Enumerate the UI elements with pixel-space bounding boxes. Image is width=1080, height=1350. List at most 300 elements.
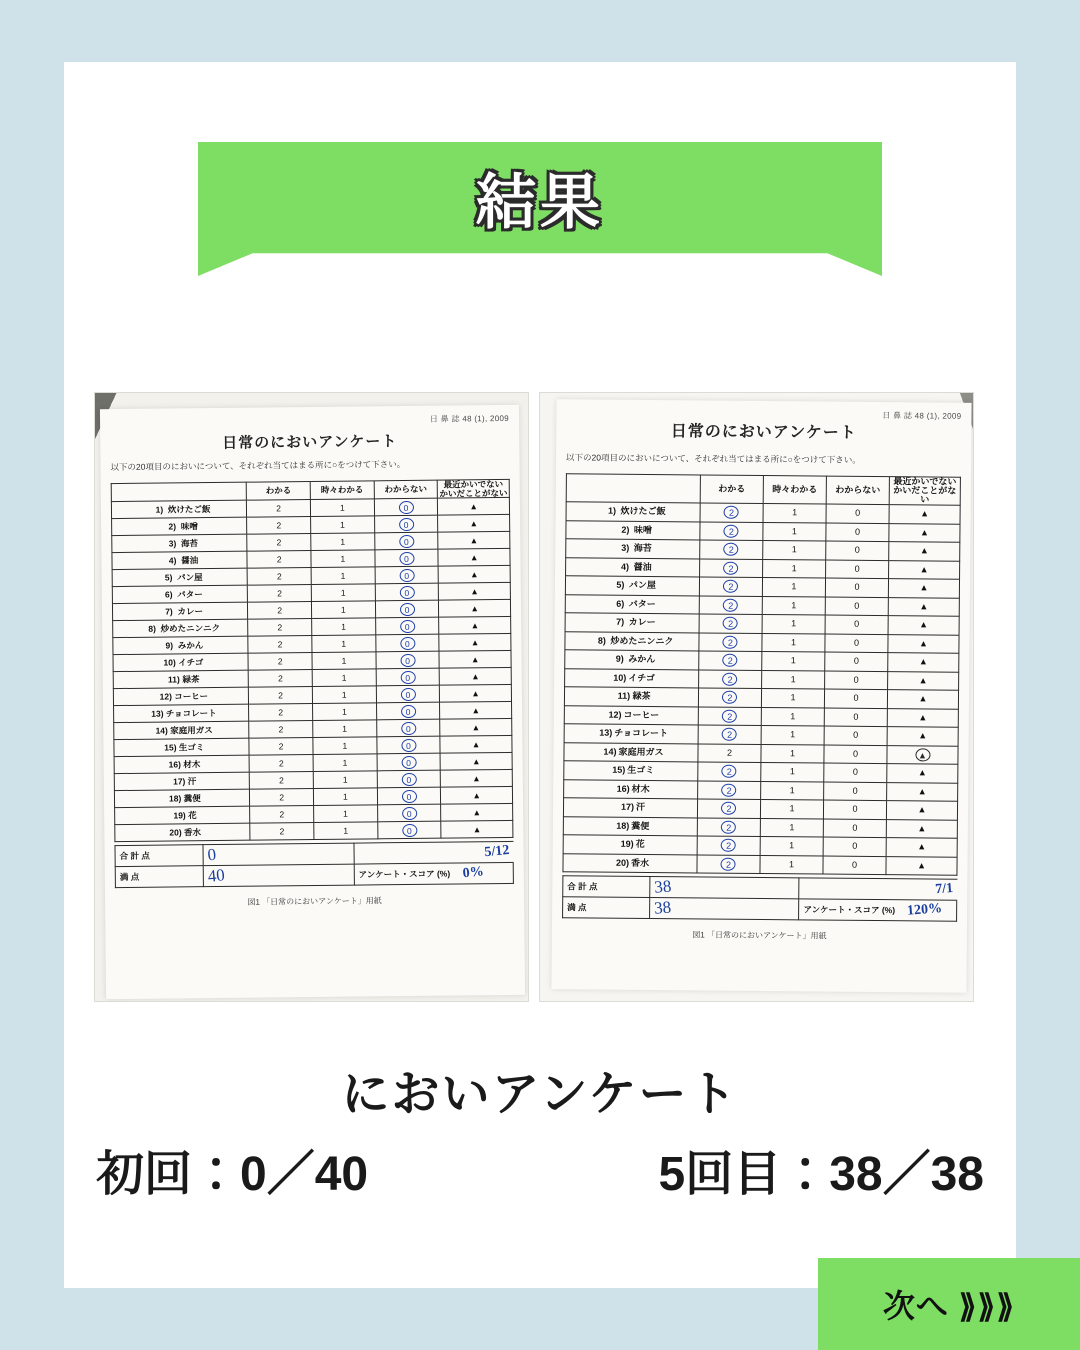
- circled-answer: 2: [723, 654, 738, 667]
- sheet-instruction: 以下の20項目のにおいについて、それぞれ当てはまる所に○をつけて下さい。: [110, 459, 406, 473]
- survey-cell-b: 1: [760, 799, 823, 818]
- survey-cell-a: [699, 595, 762, 614]
- sheet-header-first: [100, 405, 520, 483]
- survey-cell-d: ▲: [887, 782, 958, 801]
- survey-cell-d: ▲: [440, 684, 512, 702]
- survey-cell-d: ▲: [887, 708, 958, 727]
- survey-cell-a: 2: [698, 743, 761, 762]
- survey-cell-c: 0: [824, 745, 887, 764]
- circled-answer: 2: [722, 783, 737, 796]
- score-label-cell: [799, 899, 957, 921]
- survey-photo-pair: [94, 392, 974, 1002]
- circled-answer: 0: [401, 738, 416, 751]
- caption-title: においアンケート: [341, 1068, 739, 1121]
- survey-cell-d: ▲: [439, 650, 511, 668]
- header-tokidoki: 時々わかる: [310, 481, 374, 500]
- survey-cell-a: 2: [247, 568, 311, 586]
- survey-cell-d: ▲: [439, 633, 511, 651]
- figure-caption: 図1 「日常のにおいアンケート」用紙: [247, 896, 382, 907]
- survey-cell-d: ▲: [886, 856, 957, 875]
- survey-table-fifth: [562, 473, 960, 875]
- score-value: 0%: [461, 864, 485, 882]
- survey-item-number: 3): [621, 543, 630, 554]
- circled-answer: 0: [402, 823, 417, 836]
- survey-cell-d: ▲: [439, 667, 511, 685]
- survey-cell-a: 2: [247, 551, 311, 569]
- survey-cell-c: 0: [825, 634, 888, 653]
- banner-title: 結果: [476, 168, 604, 236]
- survey-item-label: 4) 醤油: [566, 557, 700, 577]
- survey-item-number: 13): [599, 727, 613, 738]
- survey-cell-b: 1: [762, 652, 825, 671]
- circled-answer: 2: [723, 580, 738, 593]
- circled-answer: 2: [723, 635, 738, 648]
- survey-cell-a: [700, 540, 763, 559]
- survey-cell-a: 2: [250, 805, 314, 823]
- survey-cell-a: 2: [248, 670, 312, 688]
- survey-sheet-fifth: [551, 399, 971, 993]
- survey-cell-c: 0: [825, 615, 888, 634]
- score-label: アンケート・スコア (%): [358, 868, 451, 880]
- max-row: [563, 897, 957, 921]
- survey-cell-d: ▲: [888, 616, 959, 635]
- circled-answer: 2: [723, 598, 738, 611]
- survey-item-number: 2): [621, 524, 630, 535]
- survey-item-label: 14) 家庭用ガス: [114, 721, 249, 739]
- survey-item-label: 20) 香水: [115, 823, 250, 841]
- survey-item-label: 1) 炊けたご飯: [566, 502, 700, 522]
- header-tokidoki: 時々わかる: [763, 476, 826, 505]
- survey-cell-a: 2: [247, 500, 311, 518]
- survey-item-label: 18) 糞便: [563, 816, 697, 836]
- table-row: [115, 820, 513, 841]
- survey-cell-a: [698, 780, 761, 799]
- survey-cell-d: ▲: [889, 505, 960, 524]
- caption-scores: [96, 1135, 984, 1204]
- survey-item-label: 4) 醤油: [112, 551, 247, 569]
- survey-cell-c: 0: [825, 671, 888, 690]
- circled-answer: 0: [401, 755, 416, 768]
- total-value: 0: [203, 843, 354, 866]
- survey-cell-b: 1: [762, 578, 825, 597]
- survey-item-label: 15) 生ゴミ: [564, 761, 698, 781]
- survey-item-label: 8) 炒めたニンニク: [565, 631, 699, 651]
- survey-cell-c: 0: [826, 523, 889, 542]
- survey-cell-c: [375, 617, 439, 635]
- survey-cell-b: 1: [312, 618, 376, 636]
- survey-cell-d: ▲: [440, 701, 512, 719]
- sheet-instruction: 以下の20項目のにおいについて、それぞれ当てはまる所に○をつけて下さい。: [566, 452, 861, 465]
- circled-answer: 2: [721, 802, 736, 815]
- survey-cell-b: 1: [763, 522, 826, 541]
- survey-cell-d: ▲: [887, 690, 958, 709]
- survey-table-first: [111, 479, 514, 842]
- survey-cell-b: 1: [761, 725, 824, 744]
- circled-answer: 0: [399, 602, 414, 615]
- survey-item-number: 12): [608, 709, 622, 720]
- survey-item-label: 10) イチゴ: [113, 653, 248, 671]
- survey-cell-c: [377, 753, 441, 771]
- survey-cell-d: ▲: [439, 616, 511, 634]
- circled-answer: 0: [401, 789, 416, 802]
- survey-item-number: 8): [148, 623, 156, 634]
- survey-cell-b: 1: [313, 703, 377, 721]
- survey-cell-c: 0: [824, 763, 887, 782]
- survey-item-number: 20): [169, 827, 182, 838]
- survey-item-number: 19): [173, 810, 186, 821]
- survey-item-number: 9): [615, 653, 624, 665]
- survey-cell-b: 1: [314, 805, 378, 823]
- survey-item-label: 6) バター: [112, 585, 247, 603]
- survey-item-label: 20) 香水: [563, 853, 697, 873]
- circled-answer: 2: [724, 506, 739, 519]
- survey-cell-b: 1: [760, 818, 823, 837]
- survey-cell-a: 2: [249, 703, 313, 721]
- survey-item-label: 16) 材木: [564, 779, 698, 799]
- circled-answer: 0: [400, 619, 415, 632]
- survey-cell-c: 0: [823, 856, 886, 875]
- survey-cell-d: ▲: [439, 599, 511, 617]
- survey-cell-c: 0: [825, 597, 888, 616]
- survey-cell-a: 2: [247, 534, 311, 552]
- header-never: [889, 477, 960, 506]
- circled-answer: 2: [723, 672, 738, 685]
- survey-cell-a: 2: [249, 754, 313, 772]
- header-item: [111, 482, 247, 501]
- survey-item-number: 11): [167, 674, 180, 685]
- survey-cell-c: 0: [826, 504, 889, 523]
- survey-cell-d: ▲: [886, 838, 957, 857]
- survey-item-label: 12) コーヒー: [113, 687, 248, 705]
- survey-cell-a: 2: [250, 822, 314, 840]
- survey-cell-a: 2: [249, 737, 313, 755]
- score-label: アンケート・スコア (%): [803, 904, 896, 916]
- survey-cell-c: [376, 668, 440, 686]
- survey-item-number: 14): [603, 746, 617, 757]
- header-never-line1: 最近かいでない: [893, 476, 957, 487]
- survey-cell-c: [375, 634, 439, 652]
- survey-cell-b: 1: [314, 822, 378, 840]
- survey-cell-b: 1: [313, 720, 377, 738]
- survey-cell-b: 1: [312, 669, 376, 687]
- survey-cell-b: 1: [313, 737, 377, 755]
- survey-rows-first: [111, 497, 513, 841]
- survey-item-number: 15): [164, 742, 177, 753]
- photo-fifth-survey: [539, 392, 974, 1002]
- survey-cell-d: [887, 745, 958, 764]
- survey-cell-d: ▲: [441, 803, 513, 821]
- survey-cell-b: 1: [762, 633, 825, 652]
- survey-cell-a: [697, 854, 760, 873]
- survey-item-label: 13) チョコレート: [564, 724, 698, 744]
- score-label-cell: [354, 862, 513, 885]
- survey-cell-c: [377, 821, 441, 839]
- survey-cell-b: 1: [311, 567, 375, 585]
- total-value: 38: [649, 877, 799, 899]
- sheet-header-fifth: [556, 399, 972, 477]
- survey-cell-b: 1: [763, 559, 826, 578]
- survey-cell-b: 1: [761, 689, 824, 708]
- survey-cell-b: 1: [311, 516, 375, 534]
- survey-cell-c: 0: [823, 800, 886, 819]
- circled-answer: 0: [401, 721, 416, 734]
- circled-answer: 0: [400, 653, 415, 666]
- survey-item-number: 19): [620, 839, 634, 850]
- survey-cell-c: [374, 532, 438, 550]
- survey-item-label: 5) パン屋: [112, 568, 247, 586]
- survey-item-label: 16) 材木: [114, 755, 249, 773]
- header-never-line2: かいだことがない: [893, 485, 957, 505]
- survey-cell-b: 1: [312, 652, 376, 670]
- survey-cell-d: ▲: [889, 523, 960, 542]
- survey-cell-b: 1: [313, 771, 377, 789]
- survey-cell-d: ▲: [438, 531, 510, 549]
- header-never-line2: かいだことがない: [439, 487, 508, 499]
- survey-cell-d: ▲: [439, 582, 511, 600]
- header-wakaru: わかる: [700, 475, 763, 504]
- survey-cell-a: 2: [250, 788, 314, 806]
- survey-cell-a: 2: [248, 653, 312, 671]
- survey-cell-c: 0: [824, 689, 887, 708]
- survey-cell-c: 0: [826, 541, 889, 560]
- survey-item-number: 11): [617, 690, 631, 702]
- survey-item-label: 15) 生ゴミ: [114, 738, 249, 756]
- header-never-line1: 最近かいでない: [443, 478, 504, 490]
- survey-cell-b: 1: [762, 596, 825, 615]
- survey-cell-c: 0: [824, 782, 887, 801]
- survey-cell-d: ▲: [438, 548, 510, 566]
- survey-item-label: 11) 緑茶: [564, 687, 698, 707]
- survey-item-number: 18): [168, 793, 182, 804]
- survey-cell-b: 1: [761, 781, 824, 800]
- circled-answer: 2: [724, 561, 739, 574]
- score-note: 5/12: [354, 841, 513, 864]
- circled-answer: 2: [722, 709, 737, 722]
- survey-item-label: 7) カレー: [112, 602, 247, 620]
- survey-rows-fifth: [563, 502, 960, 875]
- survey-item-label: 17) 汗: [563, 798, 697, 818]
- survey-cell-c: [376, 685, 440, 703]
- table-row: [563, 853, 957, 875]
- survey-sheet-first: [100, 405, 525, 999]
- survey-item-number: 16): [616, 783, 630, 794]
- survey-cell-b: 1: [761, 707, 824, 726]
- circled-answer: 0: [399, 568, 414, 581]
- survey-item-number: 9): [165, 640, 174, 651]
- survey-item-label: 3) 海苔: [112, 534, 247, 552]
- survey-item-number: 12): [159, 691, 172, 702]
- header-item: [566, 474, 700, 503]
- survey-cell-d: ▲: [888, 597, 959, 616]
- survey-cell-a: [700, 521, 763, 540]
- survey-item-number: 8): [597, 635, 606, 646]
- sheet-footer-fifth: [562, 875, 958, 942]
- survey-item-label: 3) 海苔: [566, 539, 700, 559]
- survey-cell-a: 2: [248, 585, 312, 603]
- next-button[interactable]: 次へ ⟫⟫⟫: [818, 1258, 1080, 1350]
- circled-answer: 0: [399, 517, 414, 530]
- survey-cell-c: 0: [823, 837, 886, 856]
- survey-item-number: 17): [173, 776, 186, 787]
- max-label: 満 点: [563, 897, 650, 919]
- survey-item-number: 13): [151, 708, 164, 719]
- result-banner: [198, 142, 882, 276]
- survey-cell-d: ▲: [889, 560, 960, 579]
- survey-cell-b: 1: [760, 836, 823, 855]
- survey-cell-c: [374, 515, 438, 533]
- survey-cell-b: 1: [312, 686, 376, 704]
- survey-item-number: 6): [616, 598, 625, 609]
- survey-cell-a: 2: [248, 619, 312, 637]
- survey-item-label: 13) チョコレート: [114, 704, 249, 722]
- survey-cell-a: [698, 725, 761, 744]
- survey-item-label: 11) 緑茶: [113, 670, 248, 688]
- circled-answer: 0: [400, 636, 415, 649]
- circled-answer: 0: [399, 551, 414, 564]
- survey-item-label: 9) みかん: [565, 650, 699, 670]
- survey-item-number: 1): [608, 505, 617, 516]
- survey-cell-b: 1: [311, 584, 375, 602]
- survey-cell-a: [697, 836, 760, 855]
- survey-cell-d: ▲: [440, 718, 512, 736]
- journal-reference: 日 鼻 誌 48 (1), 2009: [882, 411, 962, 421]
- survey-cell-a: 2: [248, 636, 312, 654]
- survey-item-label: 10) イチゴ: [565, 668, 699, 688]
- survey-cell-c: [377, 770, 441, 788]
- sheet-title: 日常のにおいアンケート: [222, 433, 398, 452]
- survey-cell-d: ▲: [440, 752, 512, 770]
- photo-first-survey: [94, 392, 529, 1002]
- circled-answer: 2: [721, 820, 736, 833]
- survey-item-label: 2) 味噌: [566, 520, 700, 540]
- survey-item-number: 17): [620, 802, 635, 813]
- survey-cell-a: [699, 614, 762, 633]
- circled-answer: 2: [721, 839, 736, 852]
- survey-cell-a: 2: [247, 517, 311, 535]
- survey-cell-c: 0: [824, 708, 887, 727]
- survey-cell-d: ▲: [888, 634, 959, 653]
- survey-item-number: 10): [613, 672, 627, 683]
- survey-cell-a: [700, 503, 763, 522]
- circled-answer: 2: [722, 691, 737, 704]
- survey-cell-a: [697, 799, 760, 818]
- survey-item-number: 1): [155, 504, 164, 515]
- survey-cell-d: ▲: [441, 820, 513, 838]
- survey-cell-a: [699, 577, 762, 596]
- survey-cell-a: 2: [249, 720, 313, 738]
- survey-cell-d: ▲: [438, 565, 510, 583]
- sheet-title: 日常のにおいアンケート: [670, 423, 857, 442]
- survey-cell-b: 1: [762, 670, 825, 689]
- survey-cell-a: [698, 706, 761, 725]
- survey-item-number: 14): [155, 725, 168, 736]
- survey-cell-d: ▲: [888, 671, 959, 690]
- circled-answer: 0: [400, 670, 415, 683]
- score-note: 7/1: [799, 878, 957, 900]
- survey-item-label: 12) コーヒー: [564, 705, 698, 725]
- survey-item-number: 10): [163, 657, 176, 668]
- circled-answer: 0: [400, 687, 415, 700]
- survey-cell-b: 1: [762, 615, 825, 634]
- survey-item-label: 14) 家庭用ガス: [564, 742, 698, 762]
- survey-item-number: 5): [164, 572, 173, 583]
- circled-answer: 0: [398, 500, 413, 513]
- survey-item-number: 7): [165, 606, 173, 617]
- survey-item-number: 15): [612, 764, 626, 776]
- circled-answer: 2: [724, 543, 739, 556]
- survey-cell-c: [374, 498, 438, 516]
- caption-fifth-score: 5回目：38／38: [658, 1148, 984, 1201]
- survey-item-number: 3): [168, 538, 177, 549]
- circled-answer: 2: [723, 617, 738, 630]
- survey-cell-c: 0: [826, 560, 889, 579]
- survey-cell-d: ▲: [441, 769, 513, 787]
- survey-item-number: 18): [616, 820, 630, 831]
- survey-cell-a: [699, 669, 762, 688]
- survey-cell-c: [377, 787, 441, 805]
- survey-cell-c: [377, 804, 441, 822]
- survey-cell-d: ▲: [440, 735, 512, 753]
- survey-cell-a: [698, 762, 761, 781]
- survey-cell-d: ▲: [438, 497, 510, 515]
- survey-cell-c: 0: [824, 726, 887, 745]
- circled-answer: 2: [724, 524, 739, 537]
- survey-cell-b: 1: [311, 550, 375, 568]
- survey-cell-c: 0: [825, 652, 888, 671]
- survey-item-number: 4): [621, 561, 630, 572]
- circled-answer: ▲: [915, 748, 930, 761]
- header-never: [438, 479, 510, 498]
- survey-cell-a: [699, 632, 762, 651]
- survey-cell-b: 1: [761, 744, 824, 763]
- survey-item-label: 19) 花: [115, 806, 250, 824]
- score-value: 120%: [906, 901, 943, 919]
- survey-cell-a: 2: [248, 602, 312, 620]
- survey-cell-b: 1: [311, 601, 375, 619]
- total-label: 合 計 点: [563, 876, 650, 898]
- sheet-footer-first: [114, 841, 514, 909]
- survey-cell-a: 2: [250, 771, 314, 789]
- survey-cell-c: [375, 600, 439, 618]
- survey-cell-d: ▲: [887, 727, 958, 746]
- survey-item-label: 1) 炊けたご飯: [111, 500, 246, 518]
- survey-cell-a: [698, 688, 761, 707]
- survey-item-number: 20): [615, 857, 630, 868]
- survey-cell-b: 1: [763, 504, 826, 523]
- circled-answer: 0: [401, 704, 416, 717]
- survey-item-label: 9) みかん: [113, 636, 248, 654]
- circled-answer: 0: [402, 806, 417, 819]
- max-row: [115, 862, 513, 887]
- survey-cell-d: ▲: [886, 801, 957, 820]
- survey-cell-d: ▲: [887, 764, 958, 783]
- survey-item-label: 2) 味噌: [112, 517, 247, 535]
- survey-item-number: 2): [168, 521, 177, 532]
- survey-cell-d: ▲: [888, 579, 959, 598]
- max-value: 38: [649, 898, 799, 920]
- circled-answer: 2: [722, 765, 737, 778]
- circled-answer: 0: [399, 585, 414, 598]
- survey-item-label: 8) 炒めたニンニク: [113, 619, 248, 637]
- survey-cell-a: [699, 651, 762, 670]
- survey-item-label: 6) バター: [565, 594, 699, 614]
- survey-item-number: 6): [164, 589, 173, 600]
- survey-cell-d: ▲: [888, 653, 959, 672]
- survey-cell-b: 1: [313, 754, 377, 772]
- survey-item-number: 4): [168, 555, 177, 566]
- survey-cell-c: [376, 719, 440, 737]
- survey-cell-d: ▲: [889, 542, 960, 561]
